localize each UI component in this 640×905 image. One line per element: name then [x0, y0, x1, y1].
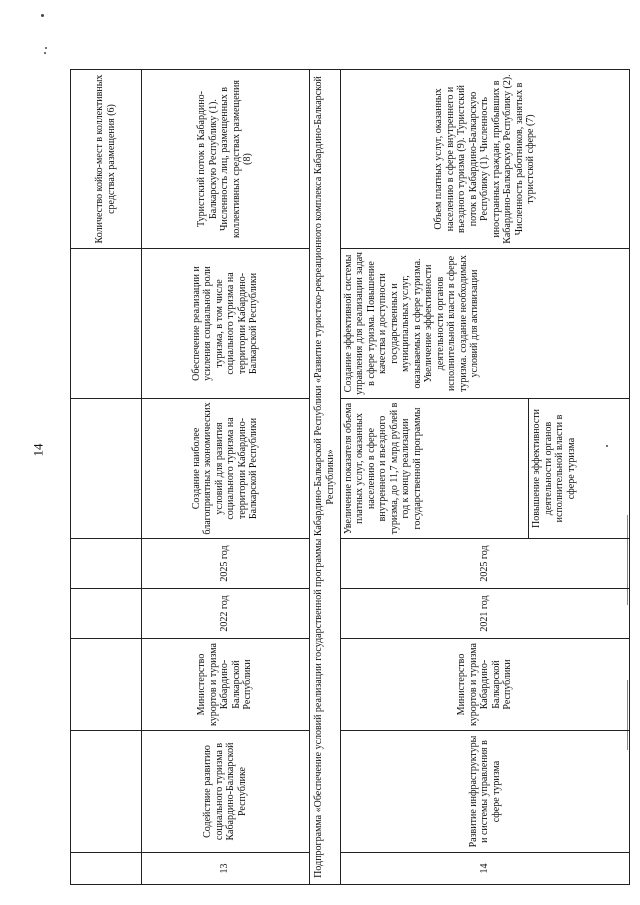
- scan-speck: [44, 52, 46, 54]
- cell-empty: [71, 639, 142, 731]
- cell-end-year: 2025 год: [141, 539, 309, 589]
- cell-measure-name: Развитие инфраструктуры и системы управления в сфере туризма: [340, 731, 629, 853]
- cell-end-year: 2025 год: [340, 539, 629, 589]
- cell-executor: Министерство курортов и туризма Кабардино-Балкарской Республики: [340, 639, 629, 731]
- rotated-table-wrapper: [70, 70, 630, 885]
- scan-speck: [45, 47, 47, 49]
- cell-subprogram-title: Подпрограмма «Обеспечение условий реализации государственной программы Кабардино-Балкарской Республики «Развитие туристско-рекреационного комплекса Кабардино-Балкарской Республики»: [309, 70, 340, 885]
- cell-empty: [71, 731, 142, 853]
- table-row-header-continuation: [71, 70, 142, 885]
- page-number: 14: [30, 443, 46, 457]
- cell-empty: [71, 853, 142, 885]
- cell-start-year: 2022 год: [141, 589, 309, 639]
- cell-expected-result: Создание наиболее благоприятных экономических условий для развития социального туризма на территории Кабардино-Балкарской Республики: [141, 399, 309, 539]
- cell-indicator: Туристский поток в Кабардино-Балкарскую Республику (1). Численность лиц, размещенных в коллективных средствах размещения (8): [141, 70, 309, 249]
- cell-number: 13: [141, 853, 309, 885]
- cell-expected-result: Повышение эффективности деятельности органов исполнительной власти в сфере туризма: [529, 399, 630, 539]
- cell-indicator: Количество койко-мест в коллективных средствах размещения (6): [71, 70, 142, 249]
- table-row-13: [141, 70, 309, 885]
- cell-number: 14: [340, 853, 629, 885]
- cell-consequence: Создание эффективной системы управления для реализации задач в сфере туризма. Повышение качества и доступности государственных и муниципальных услуг, оказываемых в сфере туризма. Увеличение эффективности деятельности органов исполнительной власти в сфере туризма. создание необходимых условий для активизации: [340, 249, 629, 399]
- cell-empty: [71, 249, 142, 399]
- table-row-14-a: [340, 70, 528, 885]
- cell-empty: [71, 399, 142, 539]
- cell-indicator: Объем платных услуг, оказанных населению в сфере внутреннего и въездного туризма (9). Туристский поток в Кабардино-Балкарскую Республику (1). Численность иностранных граждан, прибывших в Кабардино-Балкарскую Республику (2). Численность работников, занятых в туристской сфере (7): [340, 70, 629, 249]
- cell-empty: [71, 589, 142, 639]
- cell-executor: Министерство курортов и туризма Кабардино-Балкарской Республики: [141, 639, 309, 731]
- scan-speck: [41, 14, 44, 17]
- cell-empty: [71, 539, 142, 589]
- cell-expected-result: Увеличение показателя объема платных услуг, оказанных населению в сфере внутреннего и въездного туризма, до 11,7 млрд рублей в год к концу реализации государственной программы: [340, 399, 528, 539]
- program-measures-table: [70, 69, 630, 885]
- cell-consequence: Обеспечение реализации и усиления социальной роли туризма, в том числе социального туризма на территории Кабардино-Балкарской Республики: [141, 249, 309, 399]
- table-row-subprogram: [309, 70, 340, 885]
- cell-start-year: 2021 год: [340, 589, 629, 639]
- cell-measure-name: Содействие развитию социального туризма в Кабардино-Балкарской Республике: [141, 731, 309, 853]
